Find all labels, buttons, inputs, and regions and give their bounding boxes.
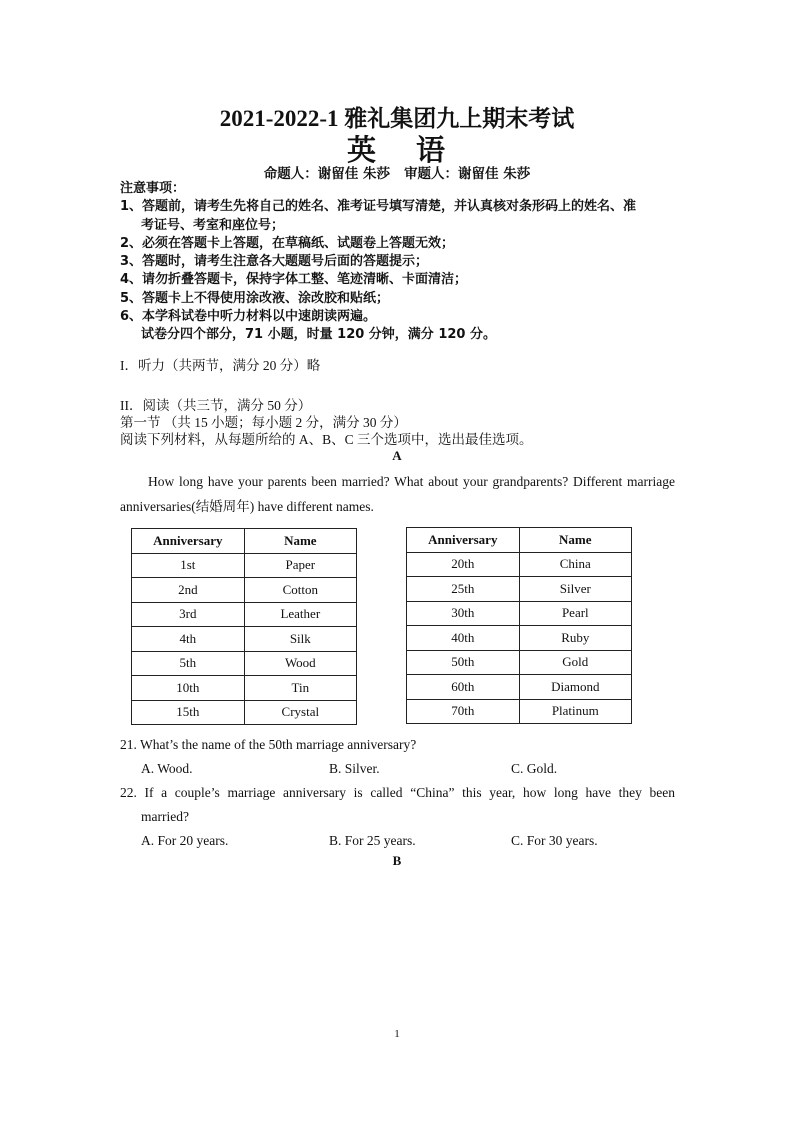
anniversary-cell: 40th [407, 626, 520, 651]
notes-item: 试卷分四个部分，71 小题，时量 120 分钟，满分 120 分。 [141, 327, 496, 343]
anniversary-cell: 10th [132, 676, 245, 701]
section-part1: 第一节 （共 15 小题；每小题 2 分，满分 30 分） [120, 415, 407, 430]
question-22-stem-block [120, 781, 675, 829]
anniversary-table-right [406, 527, 632, 724]
table-row [407, 577, 632, 602]
question-22-stem: 22. If a couple’s marriage anniversary is called “China” this year, how long have they been [120, 785, 675, 800]
question-22-option-c: C. For 30 years. [511, 833, 598, 848]
table-row [132, 676, 357, 701]
question-21-option-b: B. Silver. [329, 761, 380, 776]
notes-item: 2、必须在答题卡上答题，在草稿纸、试题卷上答题无效； [120, 235, 455, 251]
table-row [407, 601, 632, 626]
question-21-option-c: C. Gold. [511, 761, 558, 776]
column-header-name: Name [519, 528, 631, 553]
name-cell: China [519, 552, 631, 577]
anniversary-cell: 25th [407, 577, 520, 602]
table-row [407, 552, 632, 577]
name-cell: Gold [519, 650, 631, 675]
name-cell: Silk [244, 627, 356, 652]
question-22-stem-continued: married? [141, 809, 189, 824]
anniversary-table-left [131, 528, 357, 725]
section-listening: I．听力（共两节，满分 20 分）略 [120, 358, 321, 373]
table-row [132, 700, 357, 725]
subject-char-2: 语 [416, 135, 448, 167]
question-21-stem: 21. What’s the name of the 50th marriage anniversary? [120, 737, 417, 752]
name-cell: Leather [244, 602, 356, 627]
table-row [132, 553, 357, 578]
passage-b-label: B [392, 853, 402, 868]
anniversary-cell: 2nd [132, 578, 245, 603]
notes-heading: 注意事项： [120, 181, 186, 196]
column-header-anniversary: Anniversary [132, 529, 245, 554]
notes-item: 4、请勿折叠答题卡，保持字体工整、笔迹清晰、卡面清洁； [120, 272, 468, 288]
page-number: 1 [394, 1028, 400, 1040]
table-row [132, 627, 357, 652]
question-22-option-a: A. For 20 years. [141, 833, 229, 848]
name-cell: Diamond [519, 675, 631, 700]
subject-char-1: 英 [346, 135, 378, 167]
anniversary-cell: 60th [407, 675, 520, 700]
name-cell: Crystal [244, 700, 356, 725]
name-cell: Pearl [519, 601, 631, 626]
anniversary-cell: 3rd [132, 602, 245, 627]
anniversary-cell: 20th [407, 552, 520, 577]
column-header-name: Name [244, 529, 356, 554]
notes-item: 考证号、考室和座位号； [141, 217, 285, 233]
notes-item: 3、答题时，请考生注意各大题题号后面的答题提示； [120, 254, 429, 270]
name-cell: Tin [244, 676, 356, 701]
name-cell: Paper [244, 553, 356, 578]
anniversary-cell: 30th [407, 601, 520, 626]
name-cell: Platinum [519, 699, 631, 724]
table-row [407, 650, 632, 675]
anniversary-cell: 4th [132, 627, 245, 652]
name-cell: Ruby [519, 626, 631, 651]
table-header-row [132, 529, 357, 554]
anniversary-cell: 5th [132, 651, 245, 676]
table-header-row [407, 528, 632, 553]
passage-a-text: How long have your parents been married? What about your grandparents? Different marriage anniversaries(结婚周年) have different names. [120, 474, 675, 514]
notes-item: 1、答题前，请考生先将自己的姓名、准考证号填写清楚，并认真核对条形码上的姓名、准 [120, 199, 637, 215]
name-cell: Cotton [244, 578, 356, 603]
exam-title: 2021-2022-1 雅礼集团九上期末考试 [219, 106, 575, 131]
question-21-option-a: A. Wood. [141, 761, 193, 776]
notes-item: 5、答题卡上不得使用涂改液、涂改胶和贴纸； [120, 290, 390, 306]
anniversary-cell: 1st [132, 553, 245, 578]
table-row [407, 699, 632, 724]
table-row [132, 602, 357, 627]
exam-notes [120, 180, 636, 345]
table-row [407, 626, 632, 651]
table-row [407, 675, 632, 700]
authors-reviewers: 审题人：谢留佳 朱莎 [404, 166, 531, 182]
name-cell: Silver [519, 577, 631, 602]
notes-item: 6、本学科试卷中听力材料以中速朗读两遍。 [120, 309, 377, 325]
passage-a-label: A [392, 448, 402, 463]
table-row [132, 651, 357, 676]
section-instruction: 阅读下列材料，从每题所给的 A、B、C 三个选项中，选出最佳选项。 [120, 432, 533, 447]
column-header-anniversary: Anniversary [407, 528, 520, 553]
table-row [132, 578, 357, 603]
section-reading: II．阅读（共三节，满分 50 分） [120, 398, 312, 413]
anniversary-cell: 70th [407, 699, 520, 724]
question-22-option-b: B. For 25 years. [329, 833, 416, 848]
name-cell: Wood [244, 651, 356, 676]
authors-line [0, 162, 794, 182]
anniversary-cell: 50th [407, 650, 520, 675]
anniversary-cell: 15th [132, 700, 245, 725]
authors-setters: 命题人：谢留佳 朱莎 [263, 166, 390, 182]
